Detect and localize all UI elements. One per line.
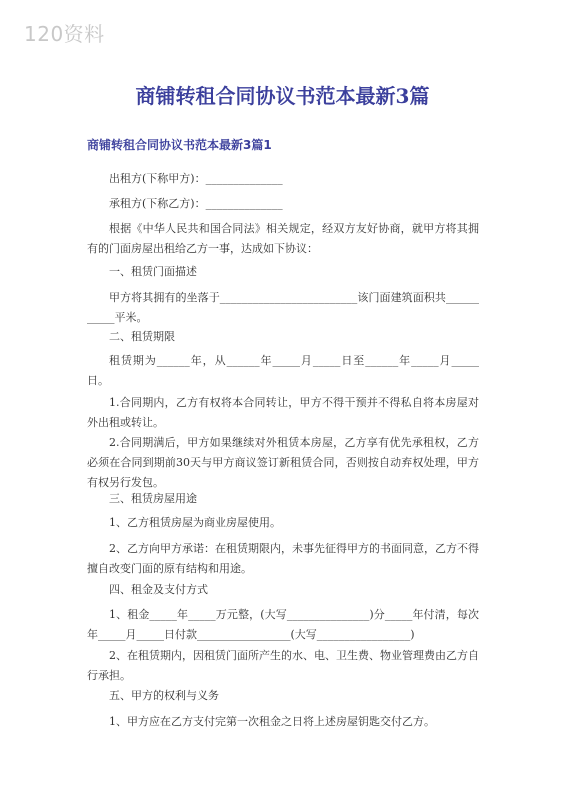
body-paragraph: 1、甲方应在乙方支付完第一次租金之日将上述房屋钥匙交付乙方。: [109, 715, 435, 728]
section-heading: 五、甲方的权利与义务: [109, 689, 219, 702]
section-subtitle: 商铺转租合同协议书范本最新3篇1: [87, 138, 272, 152]
document-title: 商铺转租合同协议书范本最新3篇: [135, 84, 430, 108]
party-b-line: 承租方(下称乙方)：______________: [109, 197, 283, 210]
section-heading: 一、租赁门面描述: [109, 265, 197, 278]
section-heading: 四、租金及支付方式: [109, 583, 208, 596]
watermark-logo: 120资料: [24, 22, 105, 46]
body-paragraph: 2、乙方向甲方承诺：在租赁期限内，未事先征得甲方的书面同意，乙方不得擅自改变门面的原有结构和用途。: [87, 542, 479, 575]
body-paragraph: 甲方将其拥有的坐落于_________________________该门面建筑面积共___________平米。: [87, 291, 479, 324]
section-heading: 三、租赁房屋用途: [109, 492, 197, 505]
body-paragraph: 1、乙方租赁房屋为商业房屋使用。: [109, 516, 281, 529]
body-paragraph: 1、租金_____年_____万元整，(大写_______________)分_____年付清，每次年_____月_____日付款_________________(大写_________________): [87, 608, 479, 641]
body-paragraph: 租赁期为______年，从______年_____月_____日至______年_____月_____日。: [87, 354, 479, 387]
body-paragraph: 1.合同期内，乙方有权将本合同转让，甲方不得干预并不得私自将本房屋对外出租或转让。: [87, 396, 479, 429]
preamble-paragraph: 根据《中华人民共和国合同法》相关规定，经双方友好协商，就甲方将其拥有的门面房屋出租给乙方一事，达成如下协议：: [87, 222, 479, 255]
body-paragraph: 2.合同期满后，甲方如果继续对外租赁本房屋，乙方享有优先承租权，乙方必须在合同到期前30天与甲方商议签订新租赁合同，否则按自动弃权处理，甲方有权另行发包。: [87, 436, 479, 489]
body-paragraph: 2、在租赁期内，因租赁门面所产生的水、电、卫生费、物业管理费由乙方自行承担。: [87, 649, 479, 682]
party-a-line: 出租方(下称甲方)：______________: [109, 172, 283, 185]
section-heading: 二、租赁期限: [109, 330, 175, 343]
